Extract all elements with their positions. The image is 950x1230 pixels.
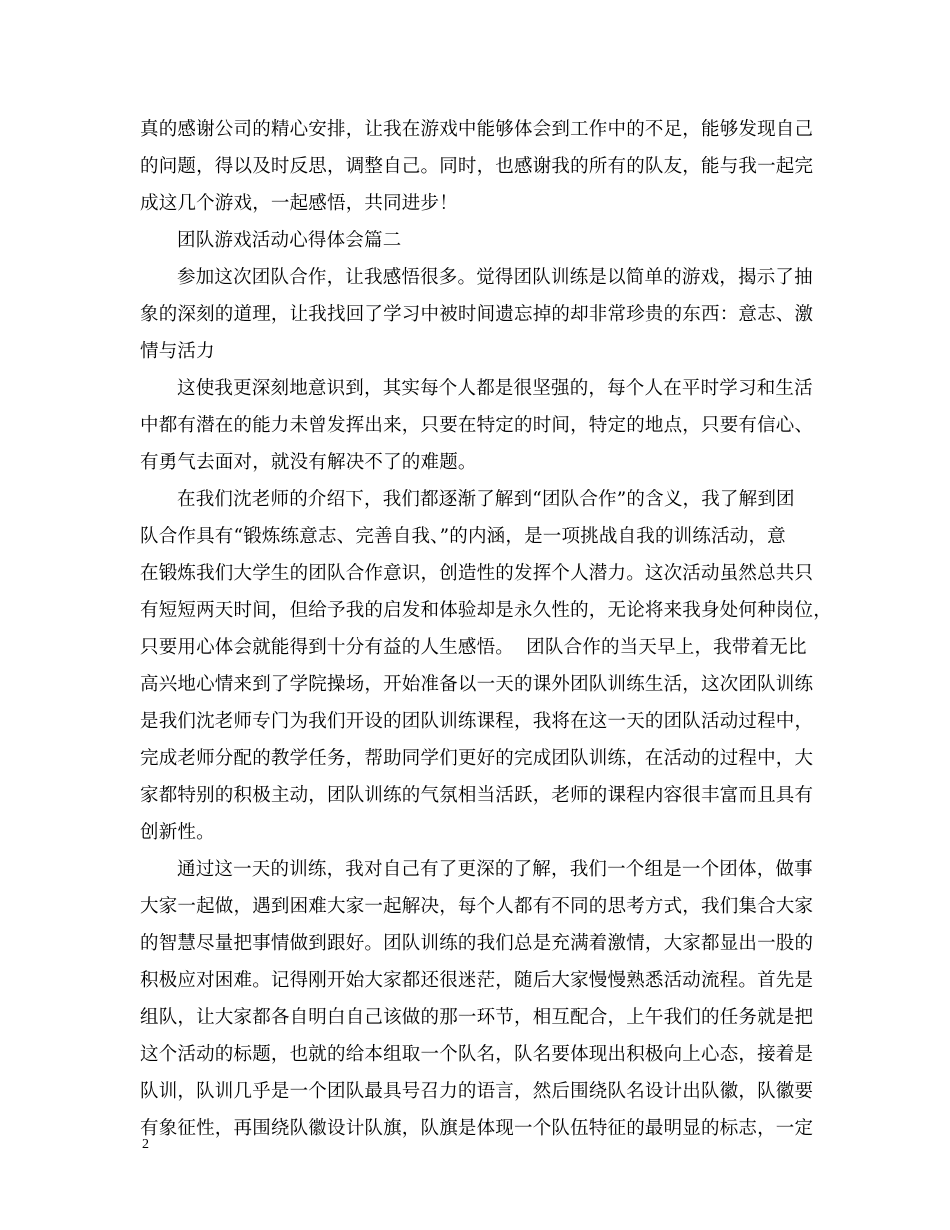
text-line: 象的深刻的道理，让我找回了学习中被时间遗忘掉的却非常珍贵的东西：意志、激 bbox=[140, 304, 814, 325]
text-line: 情与活力 bbox=[140, 341, 215, 362]
text-line: 有短短两天时间，但给予我的启发和体验却是永久性的，无论将来我身处何种岗位， bbox=[140, 600, 832, 621]
text-line: 的智慧尽量把事情做到跟好。团队训练的我们总是充满着激情，大家都显出一股的 bbox=[140, 933, 814, 954]
text-line: 在锻炼我们大学生的团队合作意识，创造性的发挥个人潜力。这次活动虽然总共只 bbox=[140, 563, 814, 584]
text-line: 高兴地心情来到了学院操场，开始准备以一天的课外团队训练生活，这次团队训练 bbox=[140, 674, 814, 695]
text-line: 创新性。 bbox=[140, 822, 215, 843]
text-line: 积极应对困难。记得刚开始大家都还很迷茫，随后大家慢慢熟悉活动流程。首先是 bbox=[140, 970, 814, 991]
text-line: 真的感谢公司的精心安排，让我在游戏中能够体会到工作中的不足，能够发现自己 bbox=[140, 119, 814, 140]
page-number: 2 bbox=[142, 1137, 149, 1152]
text-line: 家都特别的积极主动，团队训练的气氛相当活跃，老师的课程内容很丰富而且具有 bbox=[140, 785, 814, 806]
text-line: 组队，让大家都各自明白自己该做的那一环节，相互配合，上午我们的任务就是把 bbox=[140, 1007, 814, 1028]
text-line: 这使我更深刻地意识到，其实每个人都是很坚强的，每个人在平时学习和生活 bbox=[177, 378, 813, 399]
text-line: 完成老师分配的教学任务，帮助同学们更好的完成团队训练，在活动的过程中，大 bbox=[140, 748, 814, 769]
text-line: 是我们沈老师专门为我们开设的团队训练课程，我将在这一天的团队活动过程中， bbox=[140, 711, 814, 732]
text-line: 通过这一天的训练，我对自己有了更深的了解，我们一个组是一个团体，做事 bbox=[177, 859, 813, 880]
text-line: 大家一起做，遇到困难大家一起解决，每个人都有不同的思考方式，我们集合大家 bbox=[140, 896, 814, 917]
text-line: 这个活动的标题，也就的给本组取一个队名，队名要体现出积极向上心态，接着是 bbox=[140, 1044, 814, 1065]
text-line: 有勇气去面对，就没有解决不了的难题。 bbox=[140, 452, 477, 473]
text-line: 只要用心体会就能得到十分有益的人生感悟。 团队合作的当天早上，我带着无比 bbox=[140, 637, 807, 658]
text-line: 成这几个游戏，一起感悟，共同进步！ bbox=[140, 193, 458, 214]
text-line: 的问题，得以及时反思，调整自己。同时，也感谢我的所有的队友，能与我一起完 bbox=[140, 156, 814, 177]
text-line: 队训，队训几乎是一个团队最具号召力的语言，然后围绕队名设计出队徽，队徽要 bbox=[140, 1081, 814, 1102]
text-line: 中都有潜在的能力未曾发挥出来，只要在特定的时间，特定的地点，只要有信心、 bbox=[140, 415, 814, 436]
text-line: 在我们沈老师的介绍下，我们都逐渐了解到“团队合作”的含义，我了解到团 bbox=[177, 489, 795, 510]
text-line: 有象征性，再围绕队徽设计队旗，队旗是体现一个队伍特征的最明显的标志，一定 bbox=[140, 1118, 814, 1139]
section-heading: 团队游戏活动心得体会篇二 bbox=[177, 230, 402, 251]
text-line: 参加这次团队合作，让我感悟很多。觉得团队训练是以简单的游戏，揭示了抽 bbox=[177, 267, 813, 288]
text-line: 队合作具有“锻炼练意志、完善自我、”的内涵，是一项挑战自我的训练活动，意 bbox=[140, 526, 786, 547]
